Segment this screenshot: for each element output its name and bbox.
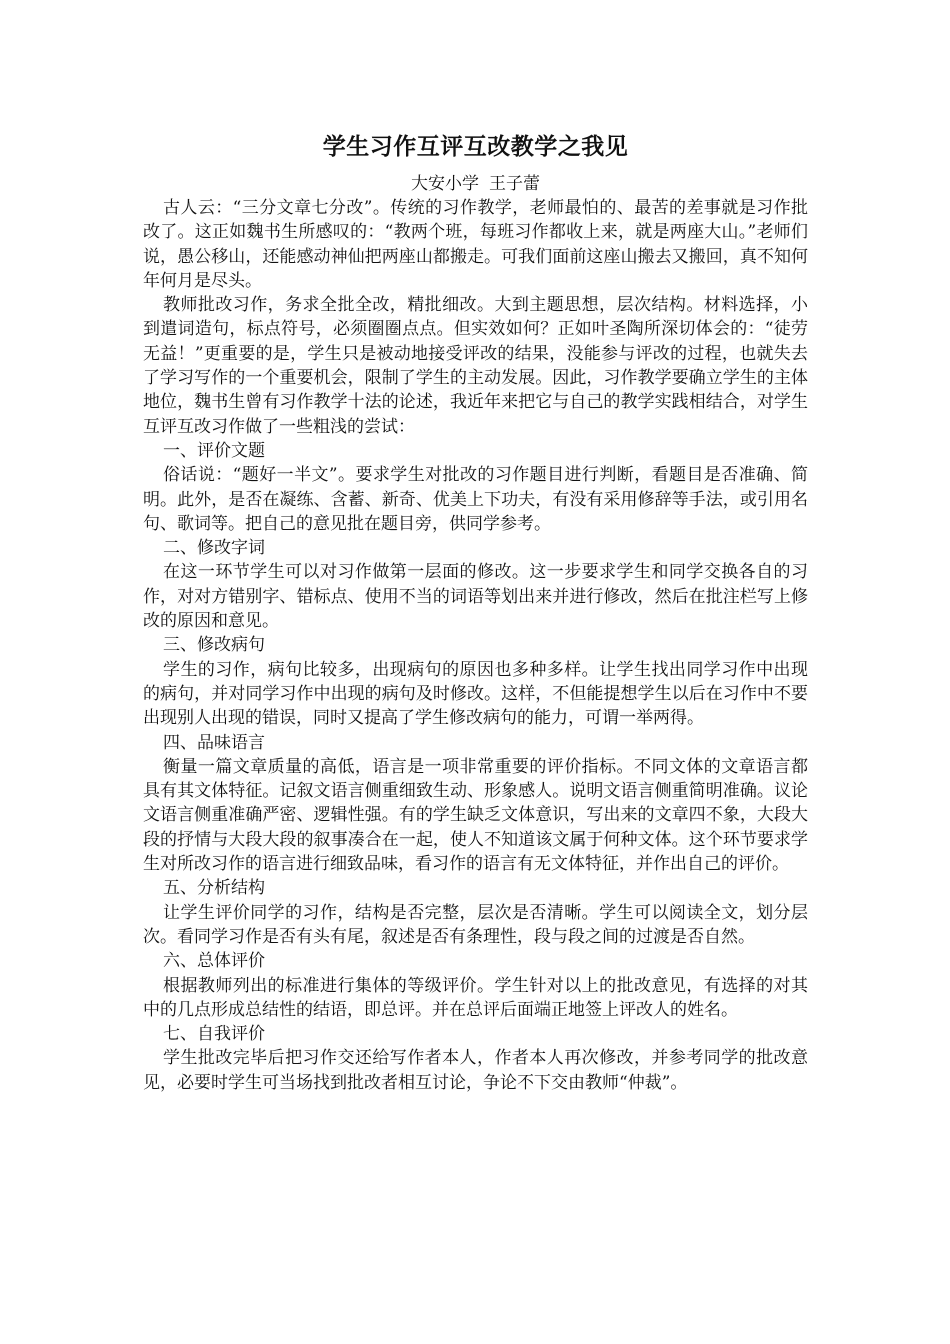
paragraph-intro-2: 教师批改习作，务求全批全改，精批细改。大到主题思想，层次结构。材料选择，小到遣词造句，标点符号，必须圈圈点点。但实效如何？正如叶圣陶所深切体会的：“徒劳无益！”更重要的是，学生只是被动地接受评改的结果，没能参与评改的过程，也就失去了学习写作的一个重要机会，限制了学生的主动发展。因此，习作教学要确立学生的主体地位，魏书生曾有习作教学十法的论述，我近年来把它与自己的教学实践相结合，对学生互评互改习作做了一些粗浅的尝试： <box>143 295 808 437</box>
section-heading-1: 一、评价文题 <box>163 440 265 461</box>
section-heading-6: 六、总体评价 <box>163 951 265 972</box>
document-title: 学生习作互评互改教学之我见 <box>322 134 629 160</box>
section-heading-2: 二、修改字词 <box>163 538 265 559</box>
paragraph-section-1: 俗话说：“题好一半文”。要求学生对批改的习作题目进行判断，看题目是否准确、简明。此外，是否在凝练、含蓄、新奇、优美上下功夫，有没有采用修辞等手法，或引用名句、歌词等。把自己的意见批在题目旁，供同学参考。 <box>143 465 808 534</box>
author-name: 王子蕾 <box>489 174 540 194</box>
section-heading-5: 五、分析结构 <box>163 878 265 899</box>
section-heading-4: 四、品味语言 <box>163 732 265 753</box>
paragraph-section-3: 学生的习作，病句比较多，出现病句的原因也多种多样。让学生找出同学习作中出现的病句，并对同学习作中出现的病句及时修改。这样，不但能提想学生以后在习作中不要出现别人出现的错误，同时又提高了学生修改病句的能力，可谓一举两得。 <box>143 659 808 729</box>
document-page <box>143 128 808 1095</box>
paragraph-intro-1: 古人云：“三分文章七分改”。传统的习作教学，老师最怕的、最苦的差事就是习作批改了。这正如魏书生所感叹的：“教两个班，每班习作都收上来，就是两座大山。”老师们说，愚公移山，还能感动神仙把两座山都搬走。可我们面前这座山搬去又搬回，真不知何年何月是尽头。 <box>143 198 808 291</box>
paragraph-section-7: 学生批改完毕后把习作交还给写作者本人，作者本人再次修改，并参考同学的批改意见，必要时学生可当场找到批改者相互讨论，争论不下交由教师“仲裁”。 <box>143 1048 808 1093</box>
section-heading-3: 三、修改病句 <box>163 635 265 656</box>
paragraph-section-2: 在这一环节学生可以对习作做第一层面的修改。这一步要求学生和同学交换各自的习作，对对方错别字、错标点、使用不当的词语等划出来并进行修改，然后在批注栏写上修改的原因和意见。 <box>143 562 808 632</box>
paragraph-section-4: 衡量一篇文章质量的高低，语言是一项非常重要的评价指标。不同文体的文章语言都具有其文体特征。记叙文语言侧重细致生动、形象感人。说明文语言侧重简明准确。议论文语言侧重准确严密、逻辑性强。有的学生缺乏文体意识，写出来的文章四不象，大段大段的抒情与大段大段的叙事凑合在一起，使人不知道该文属于何种文体。这个环节要求学生对所改习作的语言进行细致品味，看习作的语言有无文体特征，并作出自己的评价。 <box>143 756 808 875</box>
author-line <box>143 172 808 196</box>
section-heading-7: 七、自我评价 <box>163 1024 265 1045</box>
paragraph-section-6: 根据教师列出的标准进行集体的等级评价。学生针对以上的批改意见，有选择的对其中的几点形成总结性的结语，即总评。并在总评后面端正地签上评改人的姓名。 <box>143 975 808 1020</box>
school-name: 大安小学 <box>411 174 479 194</box>
paragraph-section-5: 让学生评价同学的习作，结构是否完整，层次是否清晰。学生可以阅读全文，划分层次。看同学习作是否有头有尾，叙述是否有条理性，段与段之间的过渡是否自然。 <box>143 902 808 947</box>
